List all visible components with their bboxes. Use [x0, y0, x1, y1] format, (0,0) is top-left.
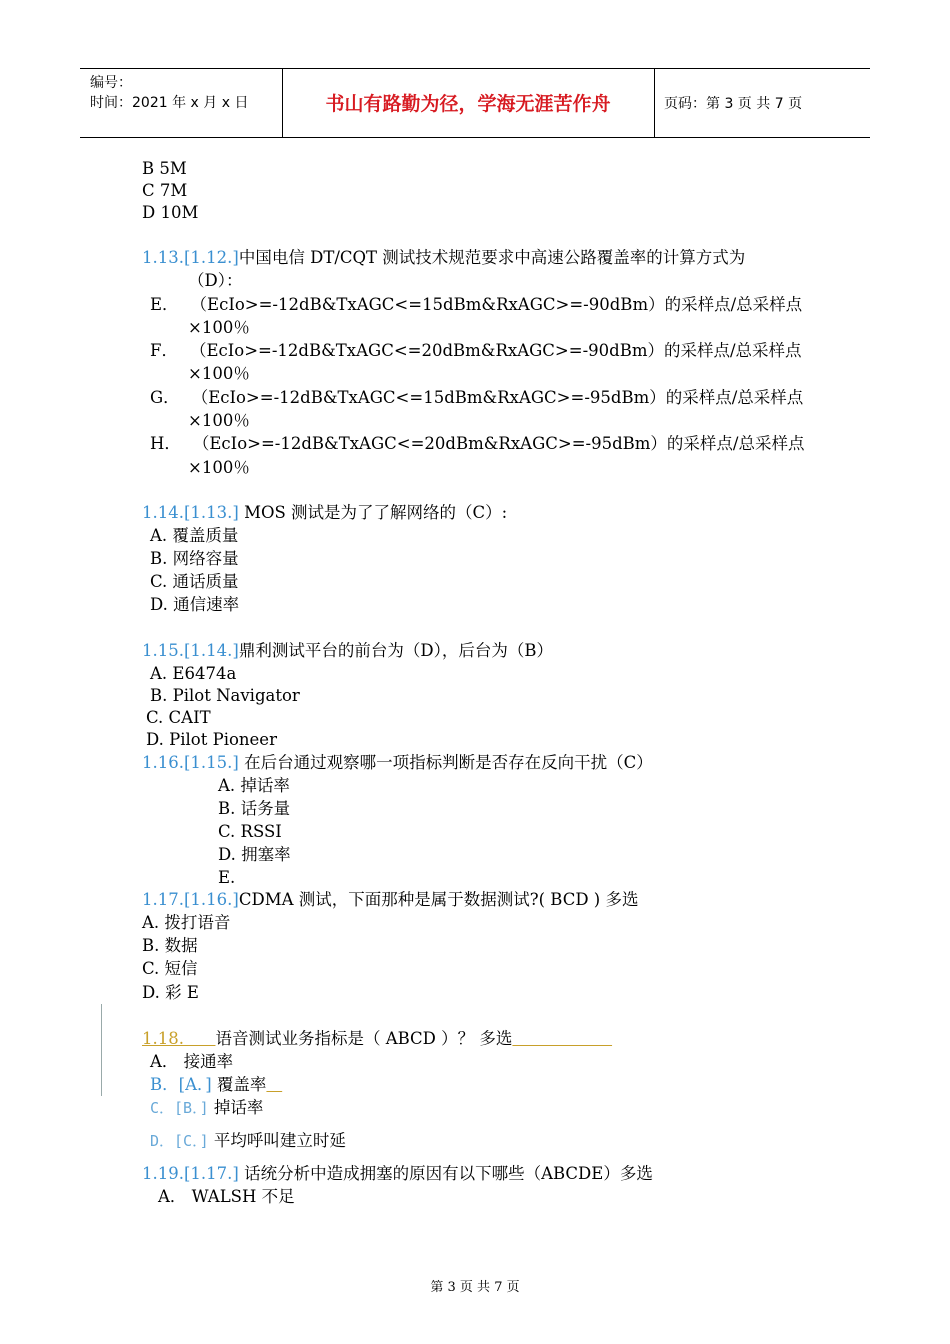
change-bar [101, 1004, 102, 1096]
option-cont: ×100％ [188, 318, 250, 337]
question-number: 1.14.[1.13.] [142, 503, 239, 522]
question-text: 中国电信 DT/CQT 测试技术规范要求中高速公路覆盖率的计算方式为 [238, 248, 746, 267]
option-line: C 7M [142, 181, 188, 200]
option-text: 平均呼叫建立时延 [208, 1131, 346, 1150]
option-line: D. 通信速率 [150, 595, 240, 614]
option-line: C. 短信 [142, 959, 198, 978]
question-text: 语音测试业务指标是（ ABCD ）？ 多选 [215, 1029, 513, 1048]
option-line: C. RSSI [218, 822, 282, 841]
question-1-13 [142, 247, 745, 269]
option-line: A. 掉话率 [218, 776, 290, 795]
question-text-cont: （D）： [188, 271, 243, 290]
option-line: B. Pilot Navigator [150, 686, 300, 705]
option-text: （EcIo>=-12dB&TxAGC<=15dBm&RxAGC>=-90dBm）的采样点/总采样点 [190, 295, 803, 314]
option-line: B. 网络容量 [150, 549, 239, 568]
question-1-18 [142, 1028, 612, 1050]
option-label: C．[B．] [150, 1099, 209, 1117]
option-label: H． [150, 434, 181, 453]
option-label: B．[A．] [150, 1075, 212, 1094]
question-text: 话统分析中造成拥塞的原因有以下哪些（ABCDE）多选 [238, 1164, 653, 1183]
question-1-16 [142, 752, 653, 774]
option-line: D 10M [142, 203, 199, 222]
option-line [150, 340, 802, 362]
header-motto: 书山有路勤为径，学海无涯苦作舟 [325, 93, 611, 115]
number-label: 编号： [90, 75, 132, 91]
page-footer: 第 3 页 共 7 页 [430, 1280, 520, 1295]
option-line: A. E6474a [150, 664, 237, 683]
page-number-label: 页码：第 3 页 共 7 页 [664, 96, 803, 112]
option-label: F． [150, 341, 178, 360]
question-text: CDMA 测试，下面那种是属于数据测试?( BCD ) 多选 [238, 890, 639, 909]
option-line: C. 通话质量 [150, 572, 239, 591]
option-line [150, 1074, 282, 1096]
option-cont: ×100％ [188, 411, 250, 430]
option-label: D．[C．] [150, 1132, 209, 1150]
option-line: B 5M [142, 159, 187, 178]
question-text: 在后台通过观察哪一项指标判断是否存在反向干扰（C） [238, 753, 653, 772]
option-line: B. 话务量 [218, 799, 291, 818]
question-1-17 [142, 889, 639, 911]
page-header [80, 68, 870, 138]
question-number: 1.16.[1.15.] [142, 753, 239, 772]
option-label: G． [150, 388, 180, 407]
question-number: 1.18. [142, 1029, 184, 1048]
option-cont: ×100％ [188, 364, 250, 383]
option-text: （EcIo>=-12dB&TxAGC<=20dBm&RxAGC>=-90dBm）的采样点/总采样点 [189, 341, 802, 360]
option-text: 掉话率 [208, 1098, 264, 1117]
option-line: D. Pilot Pioneer [146, 730, 277, 749]
question-text: 鼎利测试平台的前台为（D），后台为（B） [238, 641, 553, 660]
question-1-14 [142, 502, 507, 524]
option-line [150, 1130, 346, 1152]
option-text: （EcIo>=-12dB&TxAGC<=20dBm&RxAGC>=-95dBm）的采样点/总采样点 [192, 434, 805, 453]
option-line: B. 数据 [142, 936, 198, 955]
option-line: A． WALSH 不足 [158, 1187, 295, 1206]
question-number: 1.17.[1.16.] [142, 890, 239, 909]
option-line: A. 拨打语音 [142, 913, 231, 932]
option-line: D. 彩 E [142, 983, 199, 1002]
question-number: 1.19.[1.17.] [142, 1164, 239, 1183]
option-text: （EcIo>=-12dB&TxAGC<=15dBm&RxAGC>=-95dBm）的采样点/总采样点 [191, 388, 804, 407]
question-number: 1.15.[1.14.] [142, 641, 239, 660]
option-text: 覆盖率 [211, 1075, 267, 1094]
time-label: 时间：2021 年 x 月 x 日 [90, 95, 249, 111]
option-line: D. 拥塞率 [218, 845, 291, 864]
question-1-19 [142, 1163, 653, 1185]
option-line [150, 433, 805, 455]
option-line: A． 接通率 [150, 1052, 234, 1071]
option-cont: ×100％ [188, 458, 250, 477]
question-1-15 [142, 640, 553, 662]
header-divider [654, 69, 655, 137]
question-text: MOS 测试是为了了解网络的（C）: [238, 503, 508, 522]
option-line: A. 覆盖质量 [150, 526, 239, 545]
option-label: E． [150, 295, 179, 314]
option-line [150, 294, 802, 316]
option-line [150, 1097, 263, 1119]
option-line: E. [218, 868, 236, 887]
header-meta [90, 73, 248, 113]
option-line [150, 387, 803, 409]
question-number: 1.13.[1.12.] [142, 248, 239, 267]
option-line: C. CAIT [146, 708, 211, 727]
